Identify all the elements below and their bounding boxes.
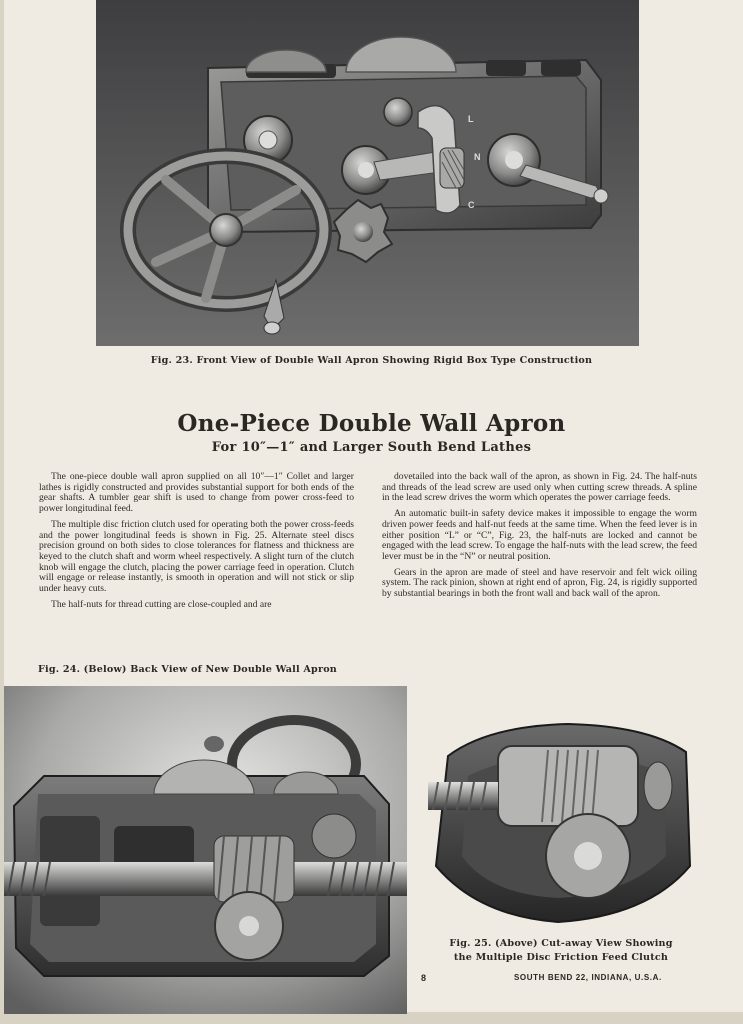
fig25-illustration (428, 716, 694, 930)
fig23-photo (96, 0, 639, 346)
fig25-caption-line2: the Multiple Disc Friction Feed Clutch (453, 952, 669, 963)
footer-address: SOUTH BEND 22, INDIANA, U.S.A. (514, 973, 662, 982)
fig25-caption-line1: Fig. 25. (Above) Cut-away View Showing (449, 938, 673, 949)
page-subtitle: For 10″—1″ and Larger South Bend Lathes (211, 440, 532, 455)
text-column-right (382, 472, 697, 605)
mark-l: L (468, 114, 474, 124)
text-column-left (39, 472, 354, 615)
fig23-caption: Fig. 23. Front View of Double Wall Apron Showing Rigid Box Type Construction (150, 355, 593, 366)
paragraph: The half-nuts for thread cutting are close-coupled and are (51, 598, 272, 610)
fig24-illustration (4, 686, 407, 1014)
fig24-photo (4, 686, 407, 1014)
paragraph: Gears in the apron are made of steel and have reservoir and felt wick oiling system. The rack pinion, shown at right end of apron, Fig. 24, is rigidly supported by substantial bearings in both the front wall and back wall of the apron. (382, 566, 697, 600)
fig25-photo (428, 716, 694, 930)
fig25-caption (428, 937, 694, 965)
paragraph: An automatic built-in safety device makes it impossible to engage the worm driven power feeds and half-nut feeds at the same time. When the feed lever is in either position “L” or “C”, Fig. 23, the half-nuts are locked and cannot be engaged with the lead screw. To engage the half-nuts with the lead screw, the feed lever must be in the “N” or neutral position. (382, 508, 697, 562)
mark-c: C (468, 200, 475, 210)
page-number: 8 (421, 973, 427, 983)
page-title: One-Piece Double Wall Apron (177, 410, 566, 437)
fig24-caption: Fig. 24. (Below) Back View of New Double Wall Apron (38, 664, 337, 675)
paragraph: dovetailed into the back wall of the apron, as shown in Fig. 24. The half-nuts and threads of the lead screw are used only when cutting screw threads. A spline in the lead screw drives the worm which operates the power carriage feeds. (382, 471, 697, 504)
mark-n: N (474, 152, 481, 162)
paragraph: The one-piece double wall apron supplied on all 10″—1″ Collet and larger lathes is rigidly constructed and provides substantial support for both ends of the gear shafts. A tumbler gear shift is used to change from power cross-feed to power longitudinal feed. (39, 471, 354, 515)
paragraph: The multiple disc friction clutch used for operating both the power cross-feeds and the power longitudinal feeds is shown in Fig. 25. Alternate steel discs precision ground on both sides to close tolerances for flatness and thickness are keyed to the clutch shaft and worm wheel respectively. A slight turn of the clutch knob will engage the clutch, placing the power carriage feed in operation. Clutch will engage or release instantly, is smooth in operation and will not stick or slip under heavy cuts. (39, 518, 354, 595)
fig23-illustration (96, 0, 639, 346)
